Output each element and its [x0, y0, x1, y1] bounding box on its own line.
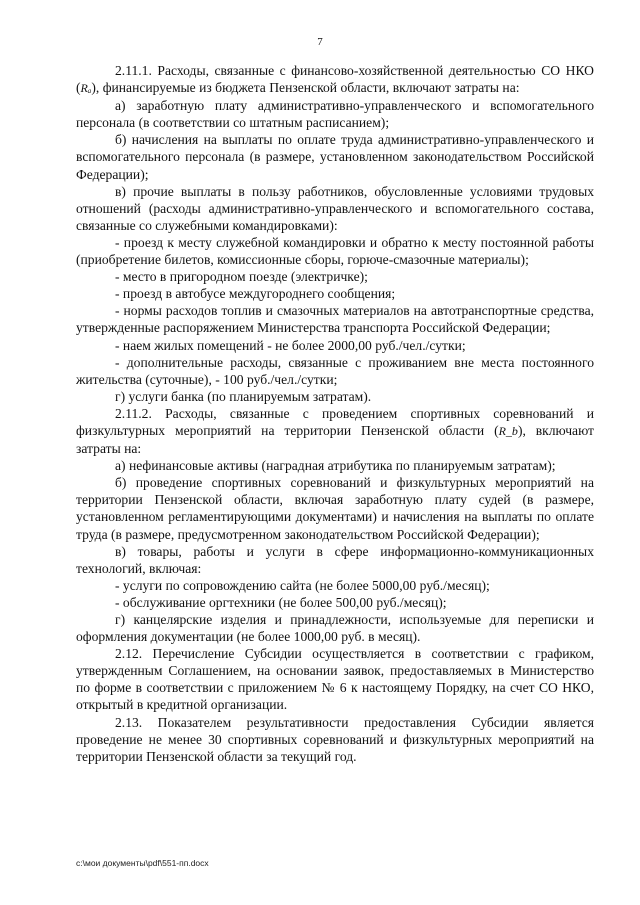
list-item: - нормы расходов топлив и смазочных материалов на автотранспортные средства, утвержденные распоряжением Министерства транспорта Российской Федерации;	[76, 303, 594, 336]
list-item: - проезд в автобусе междугороднего сообщения;	[115, 286, 396, 302]
paragraph-2-11-2-text-end: ), включают затраты на:	[76, 422, 594, 457]
paragraph-2-12: 2.12. Перечисление Субсидии осуществляется в соответствии с графиком, утвержденным Соглашением, на основании заявок, предоставляемых в Министерство по форме в соответствии с приложением № 6 к настоящему Порядку, на счет СО НКО, открытый в кредитной организации.	[76, 646, 594, 713]
paragraph-2-11-2	[76, 405, 594, 457]
paragraph-2-11-1	[76, 62, 594, 97]
list-item: а) нефинансовые активы (наградная атрибутика по планируемым затратам);	[115, 458, 556, 474]
document-body	[76, 62, 594, 765]
paragraph-2-13: 2.13. Показателем результативности предоставления Субсидии является проведение не менее 30 спортивных соревнований и физкультурных мероприятий на территории Пензенской области за текущий год.	[76, 714, 594, 764]
footer-file-path: c:\мои документы\pdf\551-пп.docx	[76, 858, 209, 868]
list-item: а) заработную плату административно-управленческого и вспомогательного персонала (в соответствии со штатным расписанием);	[76, 98, 594, 131]
formula-variable-ra: Rₐ	[80, 81, 92, 96]
page-number: 7	[317, 36, 323, 48]
list-item: - услуги по сопровождению сайта (не более 5000,00 руб./месяц);	[115, 577, 490, 593]
list-item: - место в пригородном поезде (электричке);	[115, 269, 368, 285]
list-item: - обслуживание оргтехники (не более 500,00 руб./месяц);	[115, 594, 447, 610]
paragraph-2-11-1-text-end: ), финансируемые из бюджета Пензенской области, включают затраты на:	[91, 80, 520, 96]
list-item: г) канцелярские изделия и принадлежности, используемые для переписки и оформления документации (не более 1000,00 руб. в месяц).	[76, 612, 594, 645]
paragraph-2-11-2-text-start: 2.11.2. Расходы, связанные с проведением спортивных соревнований и физкультурных мероприятий на территории Пензенской области (	[76, 405, 594, 438]
paragraph-2-11-1-text-start: 2.11.1. Расходы, связанные с финансово-хозяйственной деятельностью СО НКО (	[76, 63, 594, 96]
list-item: - наем жилых помещений - не более 2000,00 руб./чел./сутки;	[115, 337, 466, 353]
list-item: б) начисления на выплаты по оплате труда административно-управленческого и вспомогательного персонала (в размере, установленном законодательством Российской Федерации);	[76, 132, 594, 182]
formula-variable-rb: R_b	[498, 423, 518, 438]
list-item: - проезд к месту служебной командировки и обратно к месту постоянной работы (приобретение билетов, комиссионные сборы, горюче-смазочные материалы);	[76, 234, 594, 268]
list-item: г) услуги банка (по планируемым затратам).	[115, 388, 372, 404]
list-item: - дополнительные расходы, связанные с проживанием вне места постоянного жительства (суточные), - 100 руб./чел./сутки;	[76, 354, 594, 387]
list-item: в) прочие выплаты в пользу работников, обусловленные условиями трудовых отношений (расходы административно-управленческого и вспомогательного состава, связанные со служебными командировками):	[76, 183, 594, 233]
list-item: в) товары, работы и услуги в сфере информационно-коммуникационных технологий, включая:	[76, 543, 594, 576]
list-item: б) проведение спортивных соревнований и физкультурных мероприятий на территории Пензенской области, включая заработную плату судей (в размере, установленном регламентирующими документами) и начисления на выплаты по оплате труда (в размере, предусмотренном законодательством Российской Федерации);	[76, 475, 594, 542]
